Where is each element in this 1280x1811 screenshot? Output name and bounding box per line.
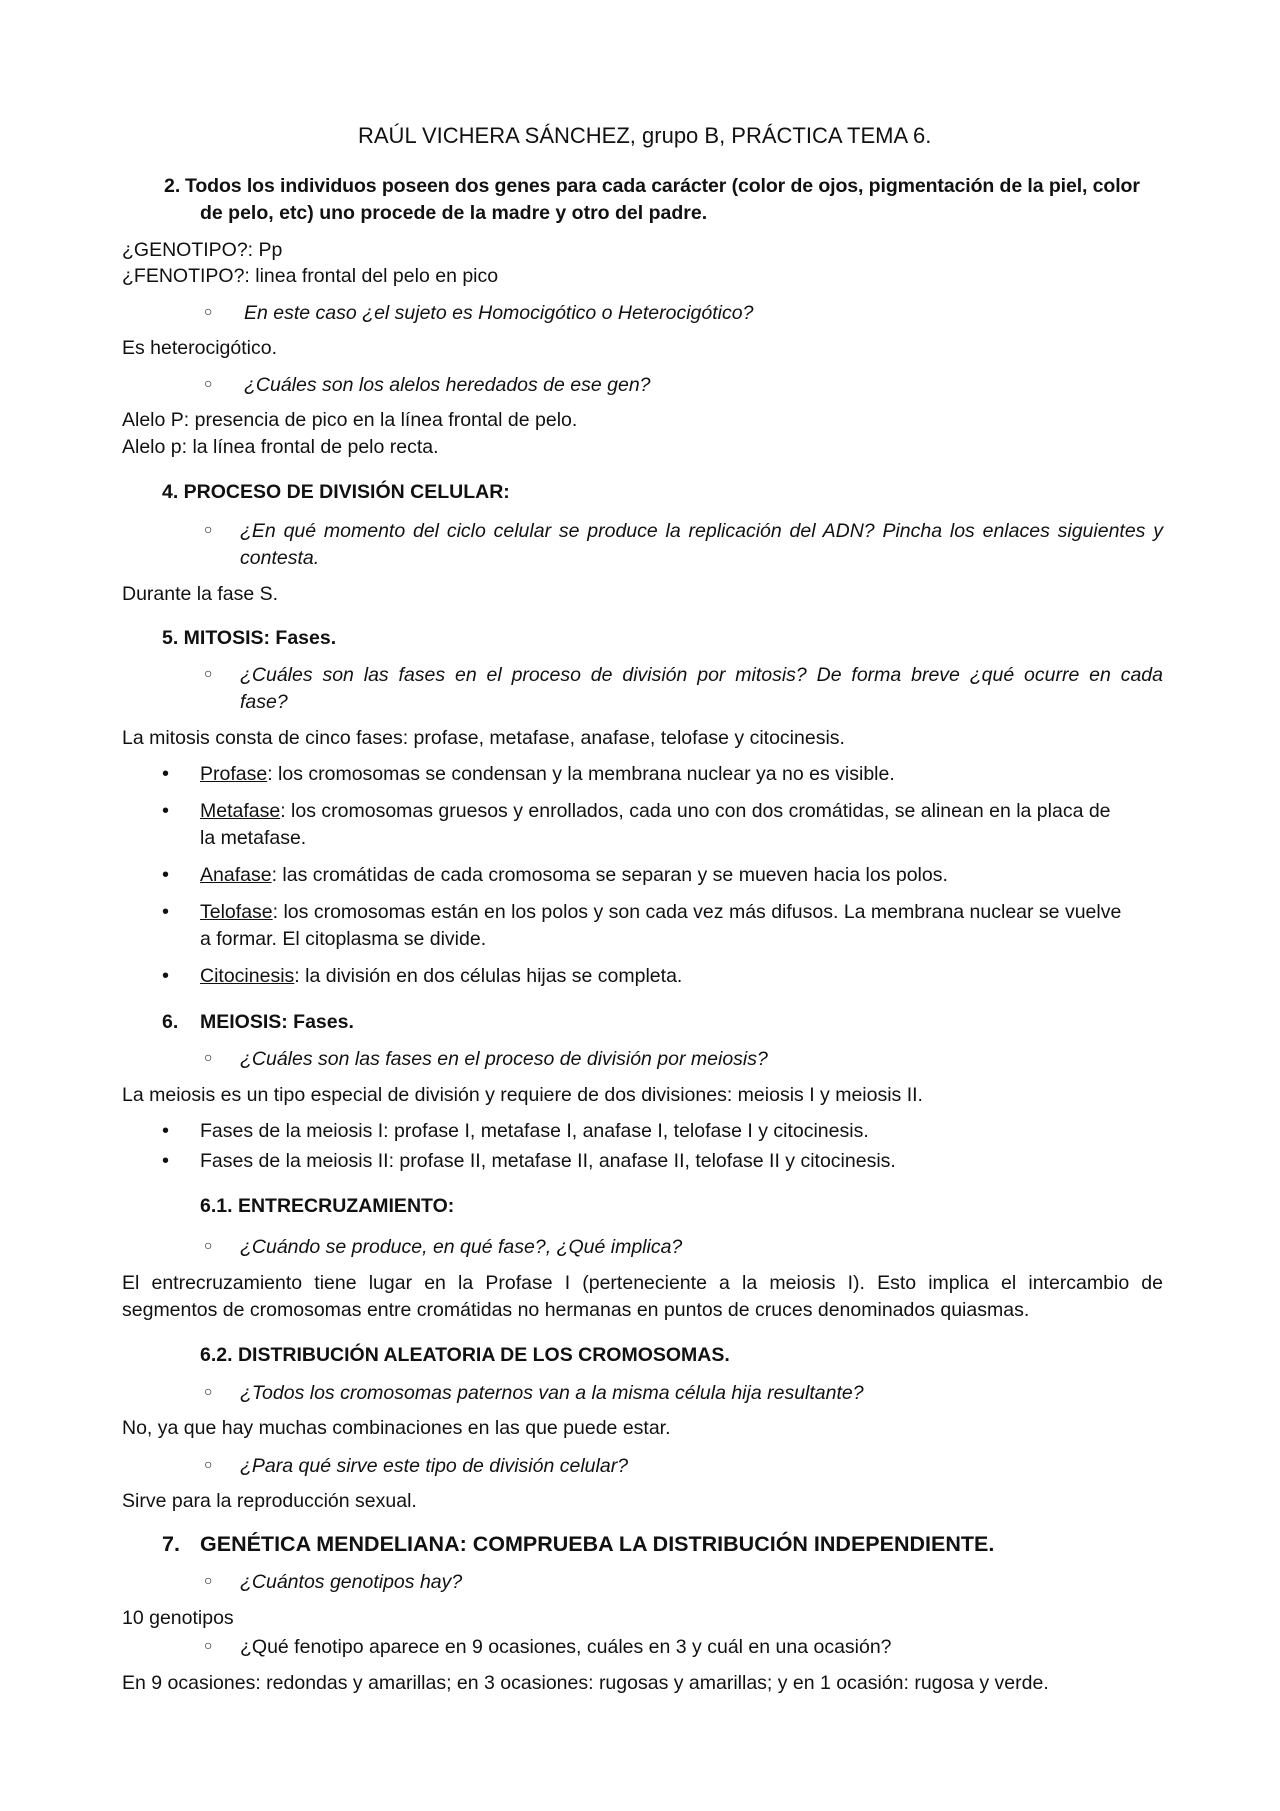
answer-alelo-p: Alelo p: la línea frontal de pelo recta. [122, 436, 439, 458]
section-2-number: 2. [164, 175, 181, 197]
bullet-icon: • [162, 965, 170, 987]
text-citocinesis: : la división en dos células hijas se completa. [294, 965, 683, 987]
section-5-heading: 5. MITOSIS: Fases. [162, 627, 337, 649]
circle-bullet-icon: ○ [204, 1637, 213, 1653]
circle-bullet-icon: ○ [204, 521, 213, 537]
section-6-number: 6. [162, 1011, 179, 1033]
answer-combinaciones: No, ya que hay muchas combinaciones en las que puede estar. [122, 1417, 671, 1439]
question-homo-hetero: En este caso ¿el sujeto es Homocigótico o Heterocigótico? [244, 302, 754, 324]
answer-alelo-P: Alelo P: presencia de pico en la línea frontal de pelo. [122, 409, 578, 431]
list-item-profase [200, 760, 895, 788]
answer-fenotipos: En 9 ocasiones: redondas y amarillas; en 3 ocasiones: rugosas y amarillas; y en 1 ocasión: rugosa y verde. [122, 1672, 1049, 1694]
text-anafase: : las cromátidas de cada cromosoma se separan y se mueven hacia los polos. [271, 864, 948, 886]
section-4-heading: 4. PROCESO DE DIVISIÓN CELULAR: [162, 481, 510, 503]
circle-bullet-icon: ○ [204, 1237, 213, 1253]
fenotipo-line: ¿FENOTIPO?: linea frontal del pelo en pico [122, 265, 499, 287]
section-6-1-heading: 6.1. ENTRECRUZAMIENTO: [200, 1195, 455, 1217]
section-6-2-heading: 6.2. DISTRIBUCIÓN ALEATORIA DE LOS CROMOSOMAS. [200, 1344, 730, 1366]
term-telofase: Telofase [200, 901, 273, 923]
question-cromosomas-paternos: ¿Todos los cromosomas paternos van a la misma célula hija resultante? [240, 1382, 864, 1404]
answer-heterocigotico: Es heterocigótico. [122, 337, 278, 359]
bullet-icon: • [162, 1120, 170, 1142]
list-item-anafase [200, 861, 948, 889]
section-2-heading-line-2: de pelo, etc) uno procede de la madre y otro del padre. [200, 202, 708, 224]
page-title: RAÚL VICHERA SÁNCHEZ, grupo B, PRÁCTICA TEMA 6. [358, 123, 932, 148]
question-alelos: ¿Cuáles son los alelos heredados de ese gen? [244, 374, 651, 396]
list-item-meiosis-1: Fases de la meiosis I: profase I, metafase I, anafase I, telofase I y citocinesis. [200, 1120, 869, 1142]
circle-bullet-icon: ○ [204, 665, 213, 681]
term-metafase: Metafase [200, 800, 281, 822]
answer-10-genotipos: 10 genotipos [122, 1607, 234, 1629]
circle-bullet-icon: ○ [204, 1049, 213, 1065]
question-fenotipos: ¿Qué fenotipo aparece en 9 ocasiones, cuáles en 3 y cuál en una ocasión? [240, 1636, 892, 1658]
bullet-icon: • [162, 763, 170, 785]
bullet-icon: • [162, 864, 170, 886]
question-para-que-sirve: ¿Para qué sirve este tipo de división celular? [240, 1455, 629, 1477]
section-6-heading: MEIOSIS: Fases. [200, 1011, 354, 1033]
question-genotipos: ¿Cuántos genotipos hay? [240, 1571, 463, 1593]
question-meiosis: ¿Cuáles son las fases en el proceso de división por meiosis? [240, 1048, 768, 1070]
text-metafase-line-2: la metafase. [200, 827, 307, 849]
question-entrecruzamiento: ¿Cuándo se produce, en qué fase?, ¿Qué implica? [240, 1236, 683, 1258]
term-anafase: Anafase [200, 864, 272, 886]
section-7-number: 7. [162, 1532, 180, 1556]
term-profase: Profase [200, 763, 268, 785]
text-telofase-line-2: a formar. El citoplasma se divide. [200, 928, 487, 950]
bullet-icon: • [162, 901, 170, 923]
text-telofase-line-1: : los cromosomas están en los polos y son cada vez más difusos. La membrana nuclear se vuelve [272, 901, 1122, 923]
question-mitosis-line-1: ¿Cuáles son las fases en el proceso de división por mitosis? De forma breve ¿qué ocurre en cada [240, 664, 1163, 686]
bullet-icon: • [162, 800, 170, 822]
question-replicacion-line-2: contesta. [240, 547, 320, 569]
list-item-meiosis-2: Fases de la meiosis II: profase II, metafase II, anafase II, telofase II y citocinesis. [200, 1150, 896, 1172]
question-mitosis-line-2: fase? [240, 691, 288, 713]
answer-reproduccion: Sirve para la reproducción sexual. [122, 1490, 417, 1512]
list-item-citocinesis [200, 962, 682, 990]
text-profase: : los cromosomas se condensan y la membrana nuclear ya no es visible. [267, 763, 895, 785]
list-item-telofase [200, 898, 1121, 926]
circle-bullet-icon: ○ [204, 303, 213, 319]
circle-bullet-icon: ○ [204, 1572, 213, 1588]
section-7-heading: GENÉTICA MENDELIANA: COMPRUEBA LA DISTRIBUCIÓN INDEPENDIENTE. [200, 1532, 995, 1556]
genotipo-line: ¿GENOTIPO?: Pp [122, 239, 283, 261]
answer-entrecruzamiento-line-2: segmentos de cromosomas entre cromátidas no hermanas en puntos de cruces denominados quiasmas. [122, 1299, 1030, 1321]
circle-bullet-icon: ○ [204, 1383, 213, 1399]
answer-fase-s: Durante la fase S. [122, 583, 279, 605]
answer-entrecruzamiento-line-1: El entrecruzamiento tiene lugar en la Profase I (perteneciente a la meiosis I). Esto implica el intercambio de [122, 1272, 1163, 1294]
meiosis-intro: La meiosis es un tipo especial de división y requiere de dos divisiones: meiosis I y meiosis II. [122, 1084, 923, 1106]
question-replicacion-line-1: ¿En qué momento del ciclo celular se produce la replicación del ADN? Pincha los enlaces siguientes y [240, 520, 1163, 542]
list-item-metafase [200, 797, 1111, 825]
section-2-heading-line-1: Todos los individuos poseen dos genes para cada carácter (color de ojos, pigmentación de la piel, color [185, 175, 1140, 197]
term-citocinesis: Citocinesis [200, 965, 295, 987]
text-metafase-line-1: : los cromosomas gruesos y enrollados, cada uno con dos cromátidas, se alinean en la placa de [280, 800, 1111, 822]
circle-bullet-icon: ○ [204, 1456, 213, 1472]
mitosis-intro: La mitosis consta de cinco fases: profase, metafase, anafase, telofase y citocinesis. [122, 727, 845, 749]
bullet-icon: • [162, 1150, 170, 1172]
circle-bullet-icon: ○ [204, 375, 213, 391]
